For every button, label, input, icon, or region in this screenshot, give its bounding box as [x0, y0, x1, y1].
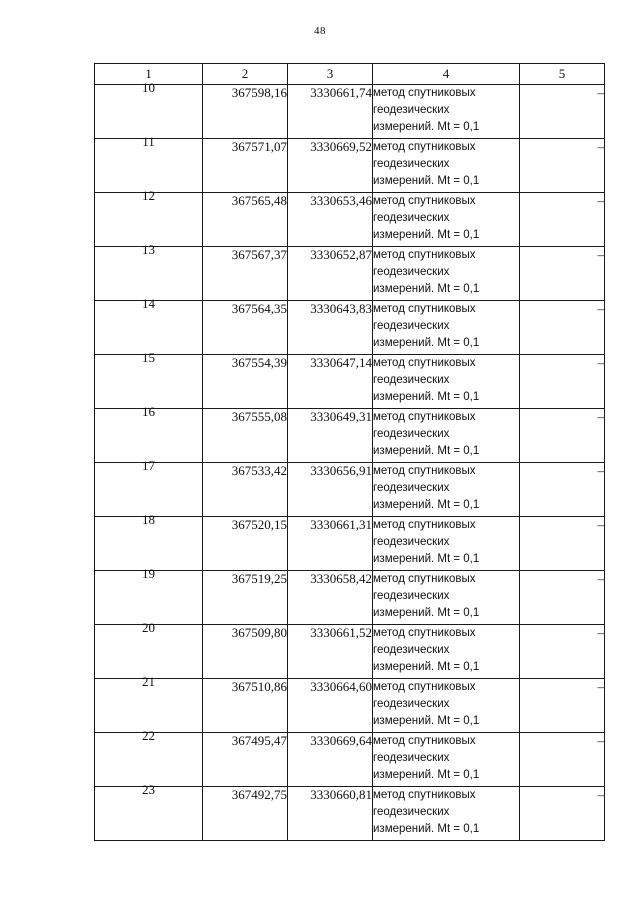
- point-number: 11: [142, 134, 155, 149]
- method-cell: метод спутниковых геодезических измерений. Mt = 0,1: [373, 301, 520, 355]
- note-cell: –: [520, 463, 605, 517]
- note-cell: –: [520, 85, 605, 139]
- point-number: 10: [142, 80, 155, 95]
- table-row: [95, 355, 605, 409]
- point-number: 21: [142, 674, 155, 689]
- x-coordinate-cell: 367495,47: [203, 733, 288, 787]
- y-coordinate-cell: 3330647,14: [288, 355, 373, 409]
- method-cell: метод спутниковых геодезических измерений. Mt = 0,1: [373, 787, 520, 841]
- table-row: [95, 625, 605, 679]
- method-cell: метод спутниковых геодезических измерений. Mt = 0,1: [373, 193, 520, 247]
- column-header-2: 2: [203, 64, 288, 85]
- x-coordinate-cell: 367565,48: [203, 193, 288, 247]
- method-cell: метод спутниковых геодезических измерений. Mt = 0,1: [373, 517, 520, 571]
- column-header-5: 5: [520, 64, 605, 85]
- point-number: 12: [142, 188, 155, 203]
- x-coordinate-cell: 367510,86: [203, 679, 288, 733]
- y-coordinate-cell: 3330660,81: [288, 787, 373, 841]
- header-row: [95, 64, 605, 85]
- point-number: 23: [142, 782, 155, 797]
- note-cell: –: [520, 193, 605, 247]
- note-cell: –: [520, 355, 605, 409]
- table-header: [95, 64, 605, 85]
- coordinates-table: [94, 63, 605, 841]
- note-cell: –: [520, 571, 605, 625]
- y-coordinate-cell: 3330658,42: [288, 571, 373, 625]
- note-cell: –: [520, 517, 605, 571]
- note-cell: –: [520, 625, 605, 679]
- point-number: 22: [142, 728, 155, 743]
- table-row: [95, 247, 605, 301]
- y-coordinate-cell: 3330643,83: [288, 301, 373, 355]
- method-cell: метод спутниковых геодезических измерений. Mt = 0,1: [373, 733, 520, 787]
- point-number-cell: [95, 728, 203, 787]
- y-coordinate-cell: 3330669,64: [288, 733, 373, 787]
- table-row: [95, 409, 605, 463]
- method-cell: метод спутниковых геодезических измерений. Mt = 0,1: [373, 247, 520, 301]
- note-cell: –: [520, 247, 605, 301]
- method-cell: метод спутниковых геодезических измерений. Mt = 0,1: [373, 571, 520, 625]
- y-coordinate-cell: 3330661,52: [288, 625, 373, 679]
- point-number: 18: [142, 512, 155, 527]
- column-header-4: 4: [373, 64, 520, 85]
- point-number-cell: [95, 80, 203, 139]
- point-number-cell: [95, 404, 203, 463]
- y-coordinate-cell: 3330664,60: [288, 679, 373, 733]
- point-number: 16: [142, 404, 155, 419]
- x-coordinate-cell: 367555,08: [203, 409, 288, 463]
- table-row: [95, 463, 605, 517]
- method-cell: метод спутниковых геодезических измерений. Mt = 0,1: [373, 409, 520, 463]
- point-number-cell: [95, 620, 203, 679]
- x-coordinate-cell: 367567,37: [203, 247, 288, 301]
- table-row: [95, 85, 605, 139]
- y-coordinate-cell: 3330656,91: [288, 463, 373, 517]
- note-cell: –: [520, 733, 605, 787]
- y-coordinate-cell: 3330653,46: [288, 193, 373, 247]
- point-number-cell: [95, 134, 203, 193]
- point-number-cell: [95, 674, 203, 733]
- point-number-cell: [95, 242, 203, 301]
- point-number-cell: [95, 188, 203, 247]
- point-number: 19: [142, 566, 155, 581]
- table-row: [95, 139, 605, 193]
- x-coordinate-cell: 367598,16: [203, 85, 288, 139]
- note-cell: –: [520, 139, 605, 193]
- point-number: 17: [142, 458, 155, 473]
- method-cell: метод спутниковых геодезических измерений. Mt = 0,1: [373, 679, 520, 733]
- x-coordinate-cell: 367554,39: [203, 355, 288, 409]
- method-cell: метод спутниковых геодезических измерений. Mt = 0,1: [373, 85, 520, 139]
- x-coordinate-cell: 367519,25: [203, 571, 288, 625]
- column-header-3: 3: [288, 64, 373, 85]
- table-row: [95, 679, 605, 733]
- page-number: 48: [314, 25, 326, 37]
- table-body: [95, 80, 605, 841]
- note-cell: –: [520, 679, 605, 733]
- x-coordinate-cell: 367520,15: [203, 517, 288, 571]
- point-number: 20: [142, 620, 155, 635]
- y-coordinate-cell: 3330661,74: [288, 85, 373, 139]
- point-number: 14: [142, 296, 155, 311]
- point-number-cell: [95, 458, 203, 517]
- x-coordinate-cell: 367571,07: [203, 139, 288, 193]
- method-cell: метод спутниковых геодезических измерений. Mt = 0,1: [373, 139, 520, 193]
- y-coordinate-cell: 3330649,31: [288, 409, 373, 463]
- method-cell: метод спутниковых геодезических измерений. Mt = 0,1: [373, 463, 520, 517]
- point-number-cell: [95, 512, 203, 571]
- note-cell: –: [520, 409, 605, 463]
- y-coordinate-cell: 3330652,87: [288, 247, 373, 301]
- method-cell: метод спутниковых геодезических измерений. Mt = 0,1: [373, 625, 520, 679]
- y-coordinate-cell: 3330669,52: [288, 139, 373, 193]
- method-cell: метод спутниковых геодезических измерений. Mt = 0,1: [373, 355, 520, 409]
- x-coordinate-cell: 367492,75: [203, 787, 288, 841]
- x-coordinate-cell: 367564,35: [203, 301, 288, 355]
- note-cell: –: [520, 301, 605, 355]
- x-coordinate-cell: 367533,42: [203, 463, 288, 517]
- table-row: [95, 787, 605, 841]
- point-number-cell: [95, 296, 203, 355]
- table-row: [95, 301, 605, 355]
- table-row: [95, 571, 605, 625]
- column-header-1: 1: [95, 64, 203, 85]
- note-cell: –: [520, 787, 605, 841]
- x-coordinate-cell: 367509,80: [203, 625, 288, 679]
- table-row: [95, 193, 605, 247]
- point-number: 13: [142, 242, 155, 257]
- table-row: [95, 733, 605, 787]
- point-number-cell: [95, 350, 203, 409]
- point-number-cell: [95, 566, 203, 625]
- y-coordinate-cell: 3330661,31: [288, 517, 373, 571]
- point-number: 15: [142, 350, 155, 365]
- point-number-cell: [95, 782, 203, 841]
- table-row: [95, 517, 605, 571]
